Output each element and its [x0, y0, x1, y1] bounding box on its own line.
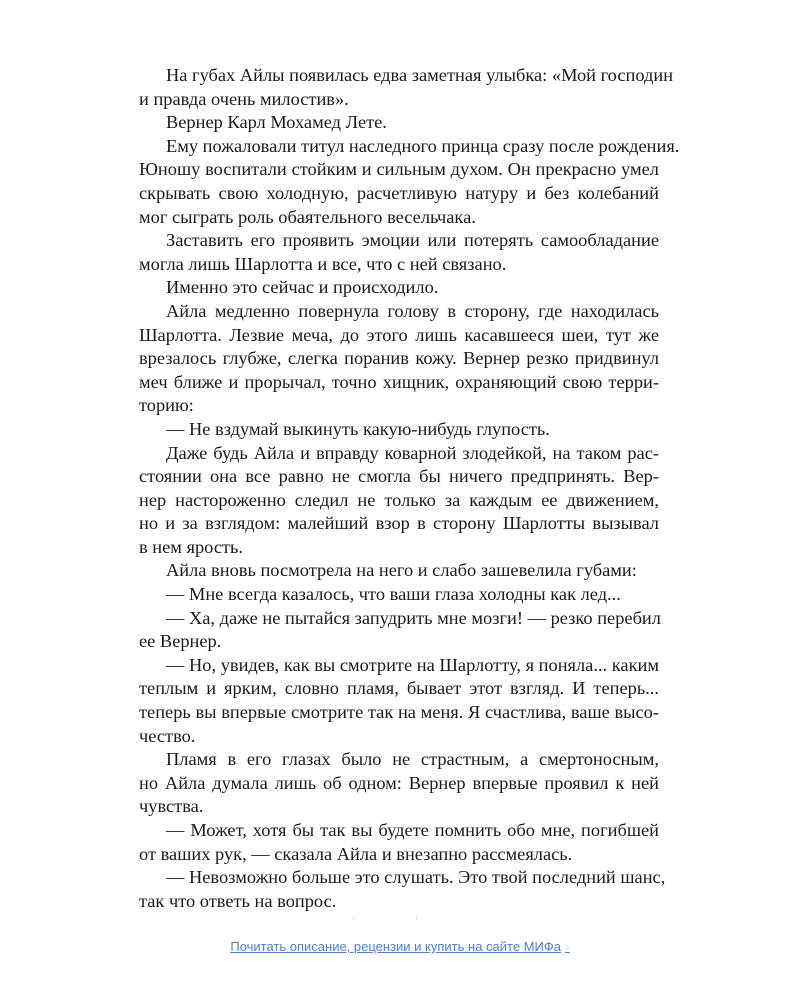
text-line: чество.	[139, 725, 196, 746]
text-line: мог сыграть роль обаятельного весельчака.	[139, 206, 476, 227]
text-line: могла лишь Шарлотта и все, что с ней связано.	[139, 253, 507, 274]
text-line: ее Вернер.	[139, 631, 222, 652]
text-line: Айла вновь посмотрела на него и слабо зашевелила губами:	[166, 560, 637, 581]
text-line: — Невозможно больше это слушать. Это твой последний шанс,	[166, 867, 666, 888]
text-line: скрывать свою холодную, расчетливую натуру и без колебаний	[139, 182, 659, 203]
crop-marks: ' '	[352, 916, 448, 925]
text-line: Айла медленно повернула голову в сторону, где находилась	[166, 300, 659, 321]
text-line: но Айла думала лишь об одном: Вернер впервые проявил к ней	[139, 772, 659, 793]
text-line: Юношу воспитали стойким и сильным духом. Он прекрасно умел	[139, 159, 659, 180]
text-line: — Может, хотя бы так вы будете помнить обо мне, погибшей	[166, 820, 659, 840]
text-line: чувства.	[139, 796, 204, 817]
text-line: от ваших рук, — сказала Айла и внезапно рассмеялась.	[139, 843, 573, 864]
text-line: Заставить его проявить эмоции или потерять самообладание	[166, 230, 659, 251]
text-line: Именно это сейчас и происходило.	[166, 277, 439, 298]
text-line: в нем ярость.	[139, 536, 244, 557]
publisher-link[interactable]	[0, 938, 800, 954]
publisher-link-text[interactable]: Почитать описание, рецензии и купить на сайте МИФа	[230, 939, 561, 954]
text-line: но и за взглядом: малейший взор в сторону Шарлотты вызывал	[139, 513, 659, 534]
text-line: Вернер Карл Мохамед Лете.	[166, 112, 387, 133]
text-line: теплым и ярким, словно пламя, бывает этот взгляд. И теперь...	[139, 678, 659, 699]
text-line: — Но, увидев, как вы смотрите на Шарлотту, я поняла... каким	[166, 654, 659, 675]
text-line: и правда очень милостив».	[139, 88, 349, 109]
text-line: Ему пожаловали титул наследного принца сразу после рождения.	[166, 135, 680, 156]
text-line: — Ха, даже не пытайся запудрить мне мозги! — резко перебил	[166, 607, 661, 628]
text-line: так что ответь на вопрос.	[139, 890, 337, 911]
text-line: — Мне всегда казалось, что ваши глаза холодны как лед...	[166, 584, 621, 605]
chevron-right-icon: ›	[564, 938, 570, 954]
text-line: врезалось глубже, слегка поранив кожу. Вернер резко придвинул	[139, 348, 659, 369]
text-line: нер настороженно следил не только за каждым ее движением,	[139, 489, 659, 510]
text-line: — Не вздумай выкинуть какую-нибудь глупость.	[166, 418, 550, 439]
text-line: На губах Айлы появилась едва заметная улыбка: «Мой господин	[166, 65, 674, 85]
text-line: торию:	[139, 395, 194, 416]
book-page-text	[139, 64, 680, 913]
text-line: Шарлотта. Лезвие меча, до этого лишь касавшееся шеи, тут же	[139, 324, 659, 345]
text-line: Даже будь Айла и вправду коварной злодейкой, на таком рас-	[166, 442, 659, 463]
text-line: стоянии она все равно не смогла бы ничего предпринять. Вер-	[139, 466, 659, 487]
text-line: Пламя в его глазах было не страстным, а смертоносным,	[166, 749, 659, 770]
text-line: теперь вы впервые смотрите так на меня. Я счастлива, ваше высо-	[139, 702, 659, 723]
text-line: меч ближе и прорычал, точно хищник, охраняющий свою терри-	[139, 371, 659, 392]
